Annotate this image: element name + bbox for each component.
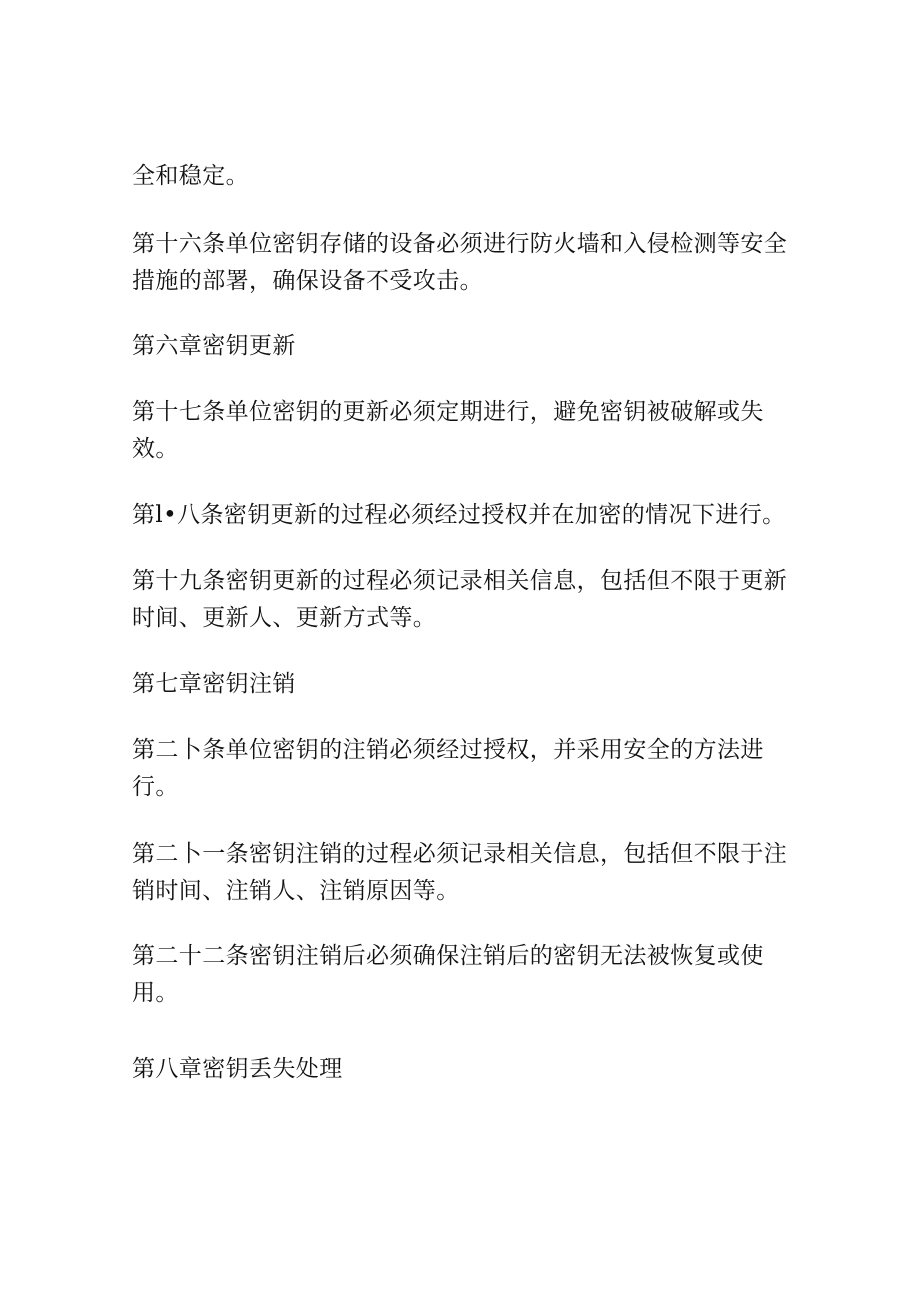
chapter-7-heading: 第七章密钥注销 (132, 671, 296, 697)
article-20: 第二卜条单位密钥的注销必须经过授权，并采用安全的方法进行。 (132, 737, 764, 800)
article-21: 第二卜一条密钥注销的过程必须记录相关信息，包括但不限于注销时间、注销人、注销原因等。 (132, 841, 788, 904)
chapter-6-heading: 第六章密钥更新 (132, 333, 296, 359)
article-17: 第十七条单位密钥的更新必须定期进行，避免密钥被破解或失效。 (132, 399, 764, 462)
article-16: 第十六条单位密钥存储的设备必须进行防火墙和入侵检测等安全措施的部署，确保设备不受攻击。 (132, 231, 788, 294)
paragraph-continuation: 全和稳定。 (132, 163, 249, 189)
article-19: 第十九条密钥更新的过程必须记录相关信息，包括但不限于更新时间、更新人、更新方式等。 (132, 568, 788, 631)
article-18: 第l•八条密钥更新的过程必须经过授权并在加密的情况下进行。 (132, 502, 786, 528)
chapter-8-heading: 第八章密钥丢失处理 (132, 1056, 343, 1082)
article-22: 第二十二条密钥注销后必须确保注销后的密钥无法被恢复或使用。 (132, 943, 764, 1006)
